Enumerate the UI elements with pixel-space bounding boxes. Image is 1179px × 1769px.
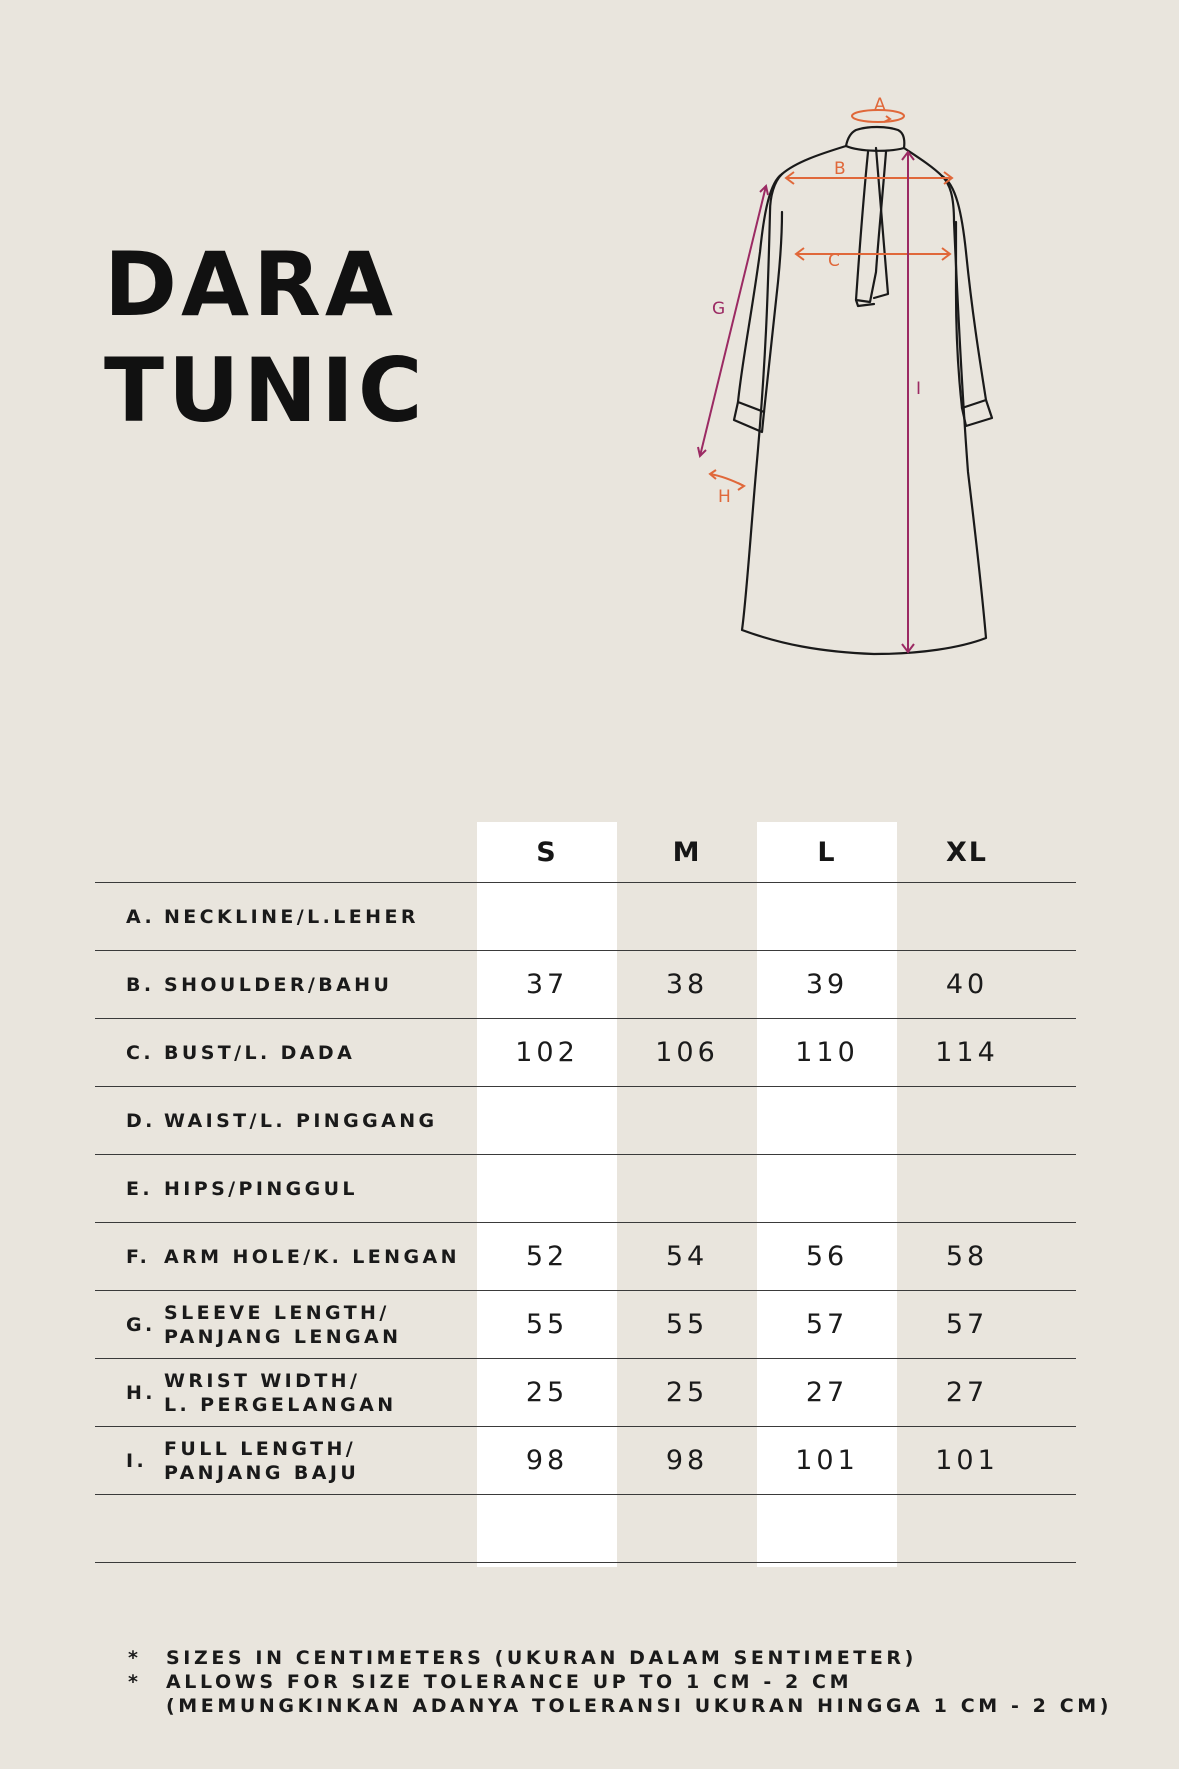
marker-c-label: C — [828, 251, 840, 271]
row-label-text: FULL LENGTH/ PANJANG BAJU — [164, 1437, 360, 1484]
table-row — [95, 1154, 1076, 1222]
size-header-row — [95, 822, 1076, 882]
marker-b-label: B — [834, 159, 846, 179]
table-row — [95, 1290, 1076, 1358]
value-l — [757, 1087, 897, 1154]
marker-a-label: A — [874, 95, 886, 115]
value-l: 27 — [805, 1377, 849, 1408]
marker-h — [710, 470, 744, 507]
size-header-l: L — [817, 837, 837, 868]
value-s: 102 — [515, 1037, 579, 1068]
row-label — [126, 1087, 438, 1154]
row-letter: G. — [126, 1313, 156, 1336]
row-label — [126, 1495, 164, 1562]
value-xl: 101 — [935, 1445, 999, 1476]
value-s — [477, 883, 617, 950]
product-title-line-1: DARA — [104, 233, 398, 336]
value-l: 39 — [805, 969, 849, 1000]
marker-i — [902, 152, 921, 652]
note-text: ALLOWS FOR SIZE TOLERANCE UP TO 1 CM - 2 CM — [166, 1671, 853, 1693]
value-m: 106 — [655, 1037, 719, 1068]
value-s: 25 — [525, 1377, 569, 1408]
row-label-text: SHOULDER/BAHU — [164, 973, 393, 996]
table-row — [95, 1494, 1076, 1563]
marker-a — [852, 95, 904, 122]
product-title-line-2: TUNIC — [104, 339, 427, 442]
marker-g-label: G — [712, 299, 726, 319]
value-m — [617, 883, 757, 950]
row-label-text: ARM HOLE/K. LENGAN — [164, 1245, 460, 1268]
row-label — [126, 1155, 358, 1222]
size-header-xl: XL — [945, 837, 989, 868]
table-row — [95, 950, 1076, 1018]
value-l: 110 — [795, 1037, 859, 1068]
row-letter: A. — [126, 905, 156, 928]
value-xl — [897, 883, 1037, 950]
row-letter: B. — [126, 973, 155, 996]
note-item — [128, 1646, 1112, 1670]
value-xl: 27 — [945, 1377, 989, 1408]
value-xl: 58 — [945, 1241, 989, 1272]
row-letter: C. — [126, 1041, 154, 1064]
tunic-outline — [734, 127, 992, 654]
row-label-text: WAIST/L. PINGGANG — [164, 1109, 438, 1132]
note-subtext: (MEMUNGKINKAN ADANYA TOLERANSI UKURAN HINGGA 1 CM - 2 CM) — [166, 1695, 1113, 1717]
value-xl — [897, 1495, 1037, 1562]
row-letter: D. — [126, 1109, 156, 1132]
measurement-rows — [95, 882, 1076, 1563]
value-xl: 40 — [945, 969, 989, 1000]
value-m — [617, 1087, 757, 1154]
marker-h-label: H — [718, 487, 731, 507]
value-s: 98 — [525, 1445, 569, 1476]
marker-c — [796, 248, 950, 271]
value-m: 55 — [665, 1309, 709, 1340]
note-item — [128, 1670, 1112, 1718]
value-s — [477, 1087, 617, 1154]
row-letter: E. — [126, 1177, 153, 1200]
row-label — [126, 883, 419, 950]
row-label — [126, 1291, 401, 1358]
value-m — [617, 1155, 757, 1222]
size-header-s: S — [536, 837, 558, 868]
marker-g — [698, 186, 768, 456]
value-l — [757, 1495, 897, 1562]
value-xl — [897, 1087, 1037, 1154]
table-row — [95, 882, 1076, 950]
row-label-text: SLEEVE LENGTH/ PANJANG LENGAN — [164, 1301, 402, 1348]
value-s: 55 — [525, 1309, 569, 1340]
row-label — [126, 1223, 460, 1290]
row-letter: I. — [126, 1449, 148, 1472]
value-l: 57 — [805, 1309, 849, 1340]
row-label-text: WRIST WIDTH/ L. PERGELANGAN — [164, 1369, 397, 1416]
row-label — [126, 1359, 397, 1426]
value-l — [757, 1155, 897, 1222]
value-l: 56 — [805, 1241, 849, 1272]
row-letter: F. — [126, 1245, 151, 1268]
row-label-text: BUST/L. DADA — [164, 1041, 356, 1064]
value-m: 54 — [665, 1241, 709, 1272]
value-s — [477, 1495, 617, 1562]
value-s — [477, 1155, 617, 1222]
value-s: 37 — [525, 969, 569, 1000]
table-row — [95, 1426, 1076, 1494]
table-row — [95, 1358, 1076, 1426]
value-m: 98 — [665, 1445, 709, 1476]
table-row — [95, 1018, 1076, 1086]
sleeve-arrow-icon — [700, 186, 766, 456]
row-label — [126, 1427, 359, 1494]
value-s: 52 — [525, 1241, 569, 1272]
table-row — [95, 1086, 1076, 1154]
tunic-measurement-diagram — [670, 92, 1050, 752]
size-header-m: M — [672, 837, 702, 868]
size-notes — [128, 1646, 1112, 1718]
value-m: 25 — [665, 1377, 709, 1408]
note-bullet: * — [128, 1647, 142, 1669]
value-xl — [897, 1155, 1037, 1222]
value-l: 101 — [795, 1445, 859, 1476]
product-title — [104, 232, 426, 444]
row-label — [126, 951, 392, 1018]
value-l — [757, 883, 897, 950]
row-label — [126, 1019, 355, 1086]
row-letter: H. — [126, 1381, 156, 1404]
value-xl: 57 — [945, 1309, 989, 1340]
value-m — [617, 1495, 757, 1562]
row-label-text: NECKLINE/L.LEHER — [164, 905, 419, 928]
note-text: SIZES IN CENTIMETERS (UKURAN DALAM SENTIMETER) — [166, 1647, 917, 1669]
marker-i-label: I — [916, 379, 922, 399]
value-xl: 114 — [935, 1037, 999, 1068]
note-bullet: * — [128, 1671, 142, 1693]
table-row — [95, 1222, 1076, 1290]
row-label-text: HIPS/PINGGUL — [164, 1177, 358, 1200]
value-m: 38 — [665, 969, 709, 1000]
